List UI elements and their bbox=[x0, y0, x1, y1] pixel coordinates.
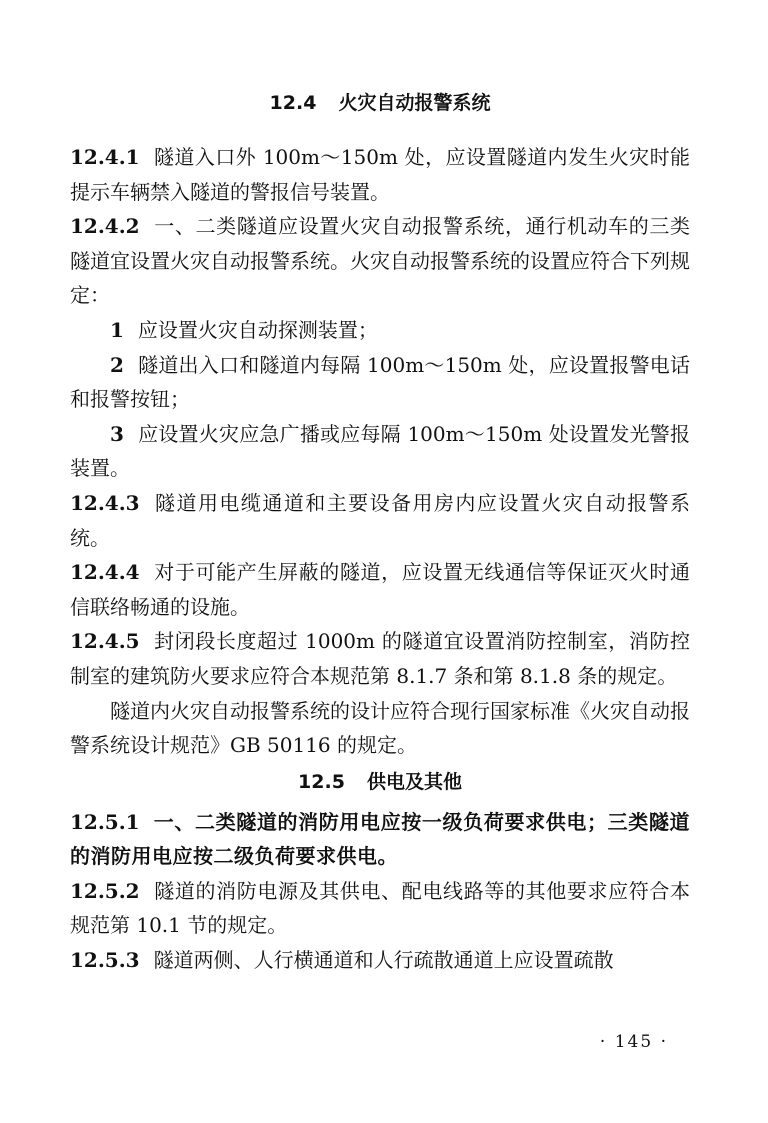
section-title-12-5 bbox=[70, 767, 690, 797]
list-text: 应设置火灾自动探测装置； bbox=[137, 317, 378, 342]
list-text: 隧道出入口和隧道内每隔 100m～150m 处，应设置报警电话和报警按钮； bbox=[70, 352, 690, 412]
clause-12-4-1 bbox=[70, 140, 690, 209]
clause-number: 12.4.5 bbox=[70, 629, 140, 654]
list-item-2 bbox=[70, 348, 690, 417]
clause-number: 12.5.2 bbox=[70, 878, 140, 903]
clause-number: 12.4.4 bbox=[70, 560, 140, 585]
clause-12-4-5-continuation bbox=[70, 694, 690, 763]
section-number: 12.5 bbox=[298, 770, 345, 793]
list-number: 1 bbox=[110, 317, 124, 342]
clause-number: 12.4.2 bbox=[70, 214, 140, 239]
list-number: 3 bbox=[110, 421, 124, 446]
clause-text: 隧道的消防电源及其供电、配电线路等的其他要求应符合本规范第 10.1 节的规定。 bbox=[70, 878, 690, 938]
paragraph-text: 隧道内火灾自动报警系统的设计应符合现行国家标准《火灾自动报警系统设计规范》GB 50116 的规定。 bbox=[70, 698, 690, 758]
clause-text: 隧道两侧、人行横通道和人行疏散通道上应设置疏散 bbox=[153, 948, 614, 973]
list-text: 应设置火灾应急广播或应每隔 100m～150m 处设置发光警报装置。 bbox=[70, 421, 690, 481]
section-title-12-4 bbox=[70, 88, 690, 118]
clause-number: 12.5.3 bbox=[70, 948, 140, 973]
clause-number: 12.5.1 bbox=[70, 809, 140, 834]
page-number: · 145 · bbox=[599, 1032, 668, 1052]
clause-12-5-1 bbox=[70, 805, 690, 874]
clause-12-5-3 bbox=[70, 943, 690, 978]
clause-text: 一、二类隧道应设置火灾自动报警系统，通行机动车的三类隧道宜设置火灾自动报警系统。火灾自动报警系统的设置应符合下列规定： bbox=[70, 214, 690, 308]
clause-12-4-3 bbox=[70, 486, 690, 555]
clause-12-4-4 bbox=[70, 555, 690, 624]
list-item-3 bbox=[70, 417, 690, 486]
clause-text: 隧道用电缆通道和主要设备用房内应设置火灾自动报警系统。 bbox=[70, 490, 690, 550]
clause-number: 12.4.3 bbox=[70, 490, 140, 515]
clause-text: 封闭段长度超过 1000m 的隧道宜设置消防控制室，消防控制室的建筑防火要求应符合本规范第 8.1.7 条和第 8.1.8 条的规定。 bbox=[70, 629, 690, 688]
clause-text: 对于可能产生屏蔽的隧道，应设置无线通信等保证灭火时通信联络畅通的设施。 bbox=[70, 560, 690, 619]
clause-text: 隧道入口外 100m～150m 处，应设置隧道内发生火灾时能提示车辆禁入隧道的警报信号装置。 bbox=[70, 145, 690, 204]
clause-number: 12.4.1 bbox=[70, 145, 140, 169]
document-page bbox=[70, 88, 690, 978]
clause-text: 一、二类隧道的消防用电应按一级负荷要求供电；三类隧道的消防用电应按二级负荷要求供电。 bbox=[70, 809, 690, 869]
section-heading: 火灾自动报警系统 bbox=[338, 92, 491, 114]
section-number: 12.4 bbox=[269, 92, 317, 114]
clause-12-4-5 bbox=[70, 624, 690, 693]
list-item-1 bbox=[70, 313, 690, 348]
list-number: 2 bbox=[110, 352, 124, 377]
clause-12-4-2 bbox=[70, 209, 690, 313]
clause-12-5-2 bbox=[70, 874, 690, 943]
section-heading: 供电及其他 bbox=[366, 770, 462, 793]
